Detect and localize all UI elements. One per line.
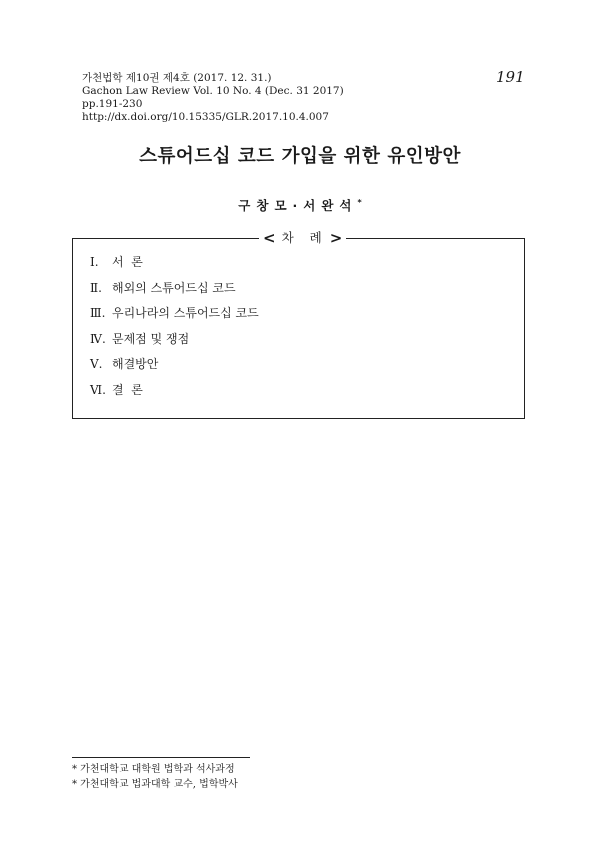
toc-right-bracket: > (329, 229, 343, 247)
journal-meta (82, 72, 344, 124)
article-title: 스튜어드십 코드 가입을 위한 유인방안 (139, 146, 461, 167)
table-of-contents (72, 229, 525, 419)
toc-left-bracket: < (263, 229, 276, 247)
toc-item[interactable] (90, 383, 259, 409)
toc-item-text: 결 론 (112, 382, 143, 397)
toc-item[interactable] (90, 306, 259, 332)
toc-item-number: Ⅵ. (90, 382, 106, 397)
author-footnote-marker: * (357, 197, 362, 207)
toc-header (259, 229, 346, 247)
footnote-first-author: * 가천대학교 대학원 법학과 석사과정 (72, 764, 235, 775)
page-number: 191 (496, 68, 525, 86)
journal-korean: 가천법학 제10권 제4호 (2017. 12. 31.) (82, 72, 272, 84)
toc-item-text: 서 론 (112, 255, 143, 269)
journal-english: Gachon Law Review Vol. 10 No. 4 (Dec. 31 2017) (82, 85, 344, 97)
toc-item-number: Ⅳ. (90, 331, 106, 346)
toc-item-text: 해결방안 (112, 357, 159, 371)
page-range: pp.191-230 (82, 98, 143, 110)
toc-item-number: Ⅴ. (90, 357, 103, 371)
toc-item[interactable] (90, 332, 259, 358)
toc-item-text: 우리나라의 스튜어드십 코드 (112, 306, 259, 320)
toc-item[interactable] (90, 281, 259, 307)
toc-item-number: Ⅰ. (90, 255, 99, 269)
footnote-second-author: * 가천대학교 법과대학 교수, 법학박사 (72, 779, 238, 790)
toc-item[interactable] (90, 255, 259, 281)
toc-item-number: Ⅱ. (90, 280, 102, 295)
toc-item[interactable] (90, 357, 259, 383)
footnote-divider (72, 757, 250, 758)
toc-label: 차 례 (281, 230, 328, 245)
article-authors (0, 196, 600, 214)
toc-item-text: 문제점 및 쟁점 (112, 331, 190, 346)
toc-item-number: Ⅲ. (90, 306, 106, 320)
toc-item-text: 해외의 스튜어드십 코드 (112, 280, 236, 295)
footnotes (72, 762, 238, 792)
author-names: 구창모·서완석 (238, 198, 358, 213)
toc-list (90, 255, 259, 408)
doi-link[interactable]: http://dx.doi.org/10.15335/GLR.2017.10.4.007 (82, 111, 329, 123)
